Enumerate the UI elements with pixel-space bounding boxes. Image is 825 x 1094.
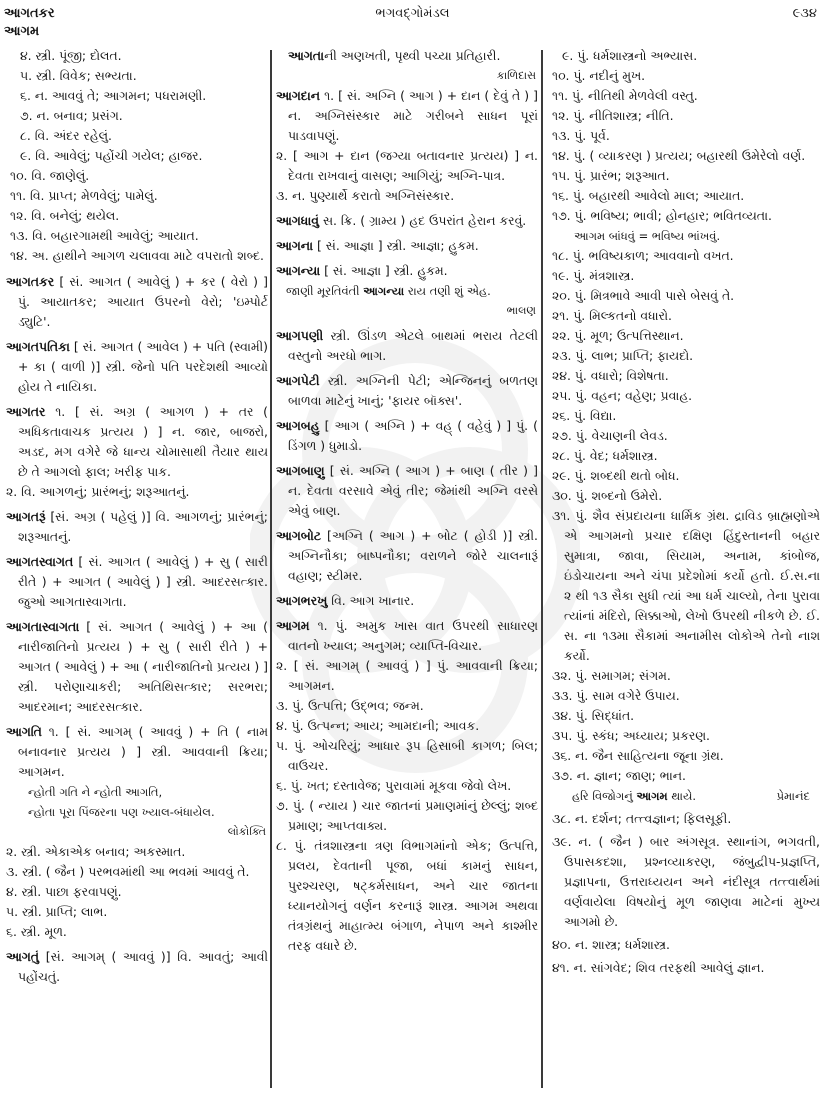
entry-agna [276,236,538,256]
headword: આગમ [276,618,310,633]
running-header [0,2,825,24]
definition: [ સં. આજ્ઞા ] સ્ત્રી. આજ્ઞા; હુકમ. [317,238,479,253]
sense: ૪૧. ન. સાંગવેદ; શિવ તરફથી આવેલું જ્ઞાન. [552,960,765,975]
entry-agati [6,722,268,942]
guide-word-first: આગતકર [4,6,55,21]
headword: આગતરૂં [6,509,46,524]
quotation-attribution: ભાલણ [506,304,536,317]
definition: [અગ્નિ ( આગ ) + બોટ ( હોડી )] સ્ત્રી. અગ્નિનૌકા; બાષ્પનૌકા; વરાળને જોરે ચાલનારૂં વહાણ; સ્ટીમર. [288,528,538,583]
sense: ૨૧. પું. મિલ્કતનો વધારો. [552,308,672,323]
sense: ૮. પું. તંત્રશાસ્ત્રના ત્રણ વિભાગમાંનો એક; ઉત્પત્તિ, પ્રલય, દેવતાની પૂજા, બધાં કામનું સાધન, પુરશ્ચરણ, ષટ્કર્મસાધન, અને ચાર જાતના ધ્યાનયોગનું વર્ણન કરનારૂં શાસ્ત્ર. આગમ અથવા તંત્રગ્રંથનું માહાત્મ્ય બંગાળ, નેપાળ અને કાશ્મીર તરફ વધારે છે. [276,838,538,953]
sense: ૩૭. ન. જ્ઞાન; જાણ; ભાન. [552,768,686,783]
sense: ૧૬. પું. બહારથી આવેલો માલ; આયાત. [552,188,745,203]
headword: આગતર [6,404,46,419]
entry-agbot [276,526,538,586]
sense: ૨. વિ. આગળનું; પ્રારંભનું; શરૂઆતનું. [6,484,190,499]
quotation: ની અણખતી, પૃથ્વી પચ્યા પ્રતિહારી. [324,48,501,63]
definition: સ. ક્રિ. ( ગ્રામ્ય ) હદ ઉપરાંત હેરાન કરવું. [322,213,527,228]
sense: ૪. સ્ત્રી. પાછા ફરવાપણું. [6,884,122,899]
quoted-headword: આગતા [288,48,325,63]
quotation-text: હરિ વિજોગનું [572,789,637,803]
sense: ૧૯. પું. મંત્રશાસ્ત્ર. [552,268,635,283]
quotation-text: રાય તણી શું એહ. [404,284,491,298]
sense: ૧૫. પું. પ્રારંભ; શરૂઆત. [552,168,670,183]
definition: [ સં. આગત ( આવેલું ) + આ ( નારીજાતિનો પ્રત્યય ) + સુ ( સારી રીતે ) + આગત ( આવેલું ) + આ ( નારીજાતિનો પ્રત્યય ) ] સ્ત્રી. પરોણાચાકરી; અતિથિસત્કાર; સરભરા; આદરમાન; આદરસત્કાર. [18,619,268,714]
headword: આગપેટી [276,373,320,388]
sense: ૨૦. પું. મિત્રભાવે આવી પાસે બેસવું તે. [552,288,735,303]
sense: ૩૦. પું. શબ્દનો ઉમેરો. [552,488,663,503]
entry-agbanu [276,461,538,521]
sense: ૨૯. પું. શબ્દથી થતો બોધ. [552,468,680,483]
definition: સ્ત્રી. ઊંડળ એટલે બાથમાં ભરાય તેટલી વસ્તુનો અરધો ભાગ. [288,328,538,363]
definition: [ સં. આગત ( આવેલું ) + સુ ( સારી રીતે ) + આગત ( આવેલું ) ] સ્ત્રી. આદરસત્કાર. જુઓ આગતાસ્વાગતા. [18,554,268,609]
entry-agbahu [276,416,538,456]
headword: આગબોટ [276,528,322,543]
sense: ૧૨. પું. નીતિશાસ્ત્ર; નીતિ. [552,108,674,123]
sense: ૫. સ્ત્રી. પ્રાપ્તિ; લાભ. [6,904,108,919]
column-divider [270,50,272,1088]
definition: ૧. પું. અમુક ખાસ વાત ઉપરથી સાધારણ વાતનો ખ્યાલ; અનુગમ; વ્યાપ્તિ-વિચાર. [288,618,538,653]
sense: ૬. સ્ત્રી. મૂળ. [6,924,67,939]
headword: આગદાન [276,88,320,103]
headword: આગધાવું [276,213,319,228]
sense: ૧૦. વિ. જાણેલું. [10,168,90,183]
sense: ૭. પું. ( ન્યાય ) ચાર જાતનાં પ્રમાણમાંનું છેલ્લું; શબ્દ પ્રમાણ; આપ્તવાક્ય. [276,798,538,833]
definition: ૧. [ સં. આગમ્ ( આવવું ) + તિ ( નામ બનાવનાર પ્રત્યય ) ] સ્ત્રી. આવવાની ક્રિયા; આગમન. [18,724,268,779]
sense: ૩૫. પું. સ્કંધ; અધ્યાય; પ્રકરણ. [552,728,710,743]
sense: ૫. સ્ત્રી. વિવેક; સભ્યતા. [20,68,137,83]
definition: [ સં. અગ્નિ ( આગ ) + બાણ ( તીર ) ] ન. દેવતા વરસાવે એવું તીર; જેમાંથી અગ્નિ વરસે એવું બાણ. [288,463,538,518]
sense: ૧૪. અ. હાથીને આગળ ચલાવવા માટે વપરાતો શબ્દ. [10,248,264,263]
sense: ૧૨. વિ. બનેલું; થયેલ. [10,208,120,223]
sense: ૯. પું. ધર્મશાસ્ત્રનો અભ્યાસ. [562,48,698,63]
sense: ૨. સ્ત્રી. એકાએક બનાવ; અકસ્માત. [6,844,186,859]
headword: આગના [276,238,314,253]
entry-agbharkhu [276,591,538,611]
quotation-attribution: પ્રેમાનંદ [776,789,810,803]
entry-agatar [6,402,268,502]
entry-agatkar [6,272,268,332]
quotation-block [276,46,538,86]
definition: [ સં. આગત ( આવેલ ) + પતિ (સ્વામી) + કા ( વાળી )] સ્ત્રી. જેનો પતિ પરદેશથી આવ્યો હોય તે નાયિકા. [18,339,268,394]
entry-agdhavu [276,211,538,231]
guide-word-continued: આગમ [4,24,40,39]
sense: ૩૩. પું. સામ વગેરે ઉપાય. [552,688,680,703]
sense: ૩. ન. પુણ્યાર્થે કરાતો અગ્નિસંસ્કાર. [276,188,455,203]
sense: ૩૨. પું. સમાગમ; સંગમ. [552,668,671,683]
definition: [ સં. આજ્ઞા ] સ્ત્રી. હુકમ. [324,263,448,278]
quotation [548,786,820,806]
quoted-headword: આગમ [636,789,668,803]
sense: ૧૭. પું. ભવિષ્ય; ભાવી; હોનહાર; ભવિતવ્યતા. [552,208,772,223]
quotation [288,281,538,301]
sense: ૯. વિ. આવેલું; પહોંચી ગયેલ; હાજર. [20,148,203,163]
headword: આગતિ [6,724,42,739]
definition: [ આગ ( અગ્નિ ) + વહ્ ( વહેવું ) ] પું. ( ડિંગળ ) ધુમાડો. [288,418,538,453]
entry-agnya [276,261,538,321]
sense: ૨૮. પું. વેદ; ધર્મશાસ્ત્ર. [552,448,658,463]
headword: આગબાણુ [276,463,325,478]
sense: ૭. ન. બનાવ; પ્રસંગ. [20,108,123,123]
entry-agpanji [276,326,538,366]
sense: ૧૪. પું. ( વ્યાકરણ ) પ્રત્યય; બહારથી ઉમેરેલો વર્ણ. [552,148,806,163]
sense: ૨૫. પું. વહન; વહેણ; પ્રવાહ. [552,388,693,403]
headword: આગન્યા [276,263,321,278]
sense: ૨૬. પું. વિદ્યા. [552,408,617,423]
column-left [6,46,268,1090]
sense: ૩૪. પું. સિદ્ધાંત. [552,708,635,723]
page-number: ૯૩૪ [792,6,817,21]
sense: ૧૮. પું. ભવિષ્યકાળ; આવવાનો વખત. [552,248,734,263]
idiom: આગમ બાંધવું = ભવિષ્ય ભાંખવું. [574,229,721,243]
sense: ૨. [ સં. આગમ્ ( આવવું ) ] પું. આવવાની ક્રિયા; આગમન. [276,658,538,693]
column-divider [541,50,543,1088]
entry-agpeti [276,371,538,411]
entry-agatpatika [6,337,268,397]
definition: [સં. આગમ્ ( આવવું )] વિ. આવતું; આવી પહોંચતું. [18,949,268,984]
sense: ૨૭. પું. વેચાણની લેવડ. [552,428,668,443]
headword: આગતસ્વાગત [6,554,74,569]
sense: ૩૯. ન. ( જૈન ) બાર અંગસૂત્ર. સ્થાનાંગ, ભગવતી, ઉપાસકદશા, પ્રશ્નવ્યાકરણ, જંબુદ્વીપ-પ્રજ્ઞપ્તિ, પ્રજ્ઞાપના, ઉત્તરાધ્યયન અને નંદીસૂત્ર તત્ત્વાર્થમાં વર્ણવાયેલા વિષયોનું મૂળ જાણવા માટેનાં મુખ્ય આગમો છે. [552,834,820,929]
entry-agataswagata [6,617,268,717]
entry-agatu [6,947,268,987]
headword: આગતાસ્વાગતા [6,619,80,634]
sense: ૩૧. પું. શૈવ સંપ્રદાયના ધાર્મિક ગ્રંથ. દ્રાવિડ બ્રાહ્મણોએ એ આગમનો પ્રચાર દક્ષિણ હિંદુસ્તાનની બહાર સુમાત્રા, જાવા, સિયામ, અનામ, કાંબોજ, ઇંડોચાયના અને ચંપા પ્રદેશોમાં કર્યો હતો. ઈ.સ.ના ૨ થી ૧૩ સૈકા સુધી ત્યાં આ ધર્મ ચાલ્યો, તેના પુરાવા ત્યાંનાં મંદિરો, સિક્કાઓ, લેખો ઉપરથી નીકળે છે. ઈ. સ. ના ૧૩મા સૈકામાં અનામીસ લોકોએ તેનો નાશ કર્યો. [552,508,820,663]
sense: ૮. વિ. અંદર રહેલું. [20,128,112,143]
definition: [સં. અગ્ર ( પહેલું )] વિ. આગળનું; પ્રારંભનું; શરૂઆતનું. [18,509,268,544]
sense: ૩૬. ન. જૈન સાહિત્યના જૂના ગ્રંથ. [552,748,724,763]
sense: ૨. [ આગ + દાન (જગ્યા બતાવનાર પ્રત્યય) ] ન. દેવતા રાખવાનું વાસણ; આગિયું; અગ્નિ-પાત્ર. [276,148,538,183]
sense: ૩૮. ન. દર્શન; તત્ત્વજ્ઞાન; ફિલસૂફી. [552,811,732,826]
entry-agdan [276,86,538,206]
sense: ૧૩. વિ. બહારગામથી આવેલું; આયાત. [10,228,199,243]
sense: ૩. પું. ઉત્પત્તિ; ઉદ્ભવ; જન્મ. [276,698,424,713]
headword: આગબહુ [276,418,320,433]
sense: ૧૧. વિ. પ્રાપ્ત; મેળવેલું; પામેલું. [10,188,158,203]
headword: આગપણી [276,328,324,343]
sense: ૨૨. પું. મૂળ; ઉત્પત્તિસ્થાન. [552,328,684,343]
entry-agam-continued [548,46,820,978]
entry-agam [276,616,538,956]
sense: ૫. પું. ઓચરિયું; આધાર રૂપ હિસાબી કાગળ; બિલ; વાઉચર. [276,738,538,773]
column-right [548,46,820,1090]
book-title: ભગવદ્ગોમંડલ [375,6,450,21]
headword: આગતકર [6,274,55,289]
sense: ૪૦. ન. શાસ્ત્ર; ધર્મશાસ્ત્ર. [552,937,670,952]
sense: ૨૩. પું. લાભ; પ્રાપ્તિ; ફાયદો. [552,348,694,363]
sense: ૧૧. પું. નીતિથી મેળવેલી વસ્તુ. [552,88,698,103]
quotation: ન્હોતી ગતિ ને ન્હોતી આગતિ, [28,785,163,799]
quotation-text: થાયે. [667,789,697,803]
definition: ૧. [ સં. અગ્ર ( આગળ ) + તર ( અધિકતાવાચક પ્રત્યય ) ] ન. જાર, બાજરો, અડદ, મગ વગેરે જે ધાન્ય ચોમાસાથી તૈયાર થાય છે તે આગલો ફાલ; ખરીફ પાક. [18,404,268,479]
sense: ૩. સ્ત્રી. ( જૈન ) પરભવમાંથી આ ભવમાં આવવું તે. [6,864,250,879]
definition: વિ. આગ ખાનાર. [331,593,415,608]
definition: ૧. [ સં. અગ્નિ ( આગ ) + દાન ( દેવું તે ) ] ન. અગ્નિસંસ્કાર માટે ગરીબને સાધન પૂરાં પાડવાપણું. [288,88,538,143]
headword: આગતું [6,949,40,964]
entry-agatswagat [6,552,268,612]
sense: ૪. પું. ઉત્પન્ન; આય; આમદાની; આવક. [276,718,480,733]
sense: ૬. પું. ખત; દસ્તાવેજ; પુરાવામાં મૂકવા જેવો લેખ. [276,778,512,793]
sense: ૬. ન. આવવું તે; આગમન; પધરામણી. [20,88,207,103]
definition: સ્ત્રી. અગ્નિની પેટી; એન્જિનનું બળતણ બાળવા માટેનું ખાનું; 'ફાયર બૉક્સ'. [288,373,538,408]
sense: ૨૪. પું. વધારો; વિશેષતા. [552,368,669,383]
quotation-text [572,786,696,806]
quotation-attribution: કાળિદાસ [496,69,536,82]
column-middle [276,46,538,1090]
sense: ૧૦. પું. નદીનું મુખ. [552,68,646,83]
definition: [ સં. આગત ( આવેલું ) + કર ( વેરો ) ] પું. આયાતકર; આયાત ઉપરનો વેરો; 'ઇમ્પોર્ટ ડ્યુટિ'. [18,274,268,329]
entry-agatru [6,507,268,547]
quoted-headword: આગન્યા [363,284,405,298]
sense: ૧૩. પું. પૂર્વ. [552,128,610,143]
entry-continuation [6,46,268,266]
quotation-text: જાણી મૂરતિવંતી [286,284,364,298]
headword: આગભરખુ [276,593,328,608]
quotation: ન્હોતા પૂરા પિંજરના પણ ખ્યાલ-બંધાયેલ. [28,805,215,819]
sense: ૪. સ્ત્રી. પૂંજી; દોલત. [20,48,122,63]
quotation-attribution: લોકોક્તિ [227,825,266,838]
headword: આગતપતિકા [6,339,70,354]
